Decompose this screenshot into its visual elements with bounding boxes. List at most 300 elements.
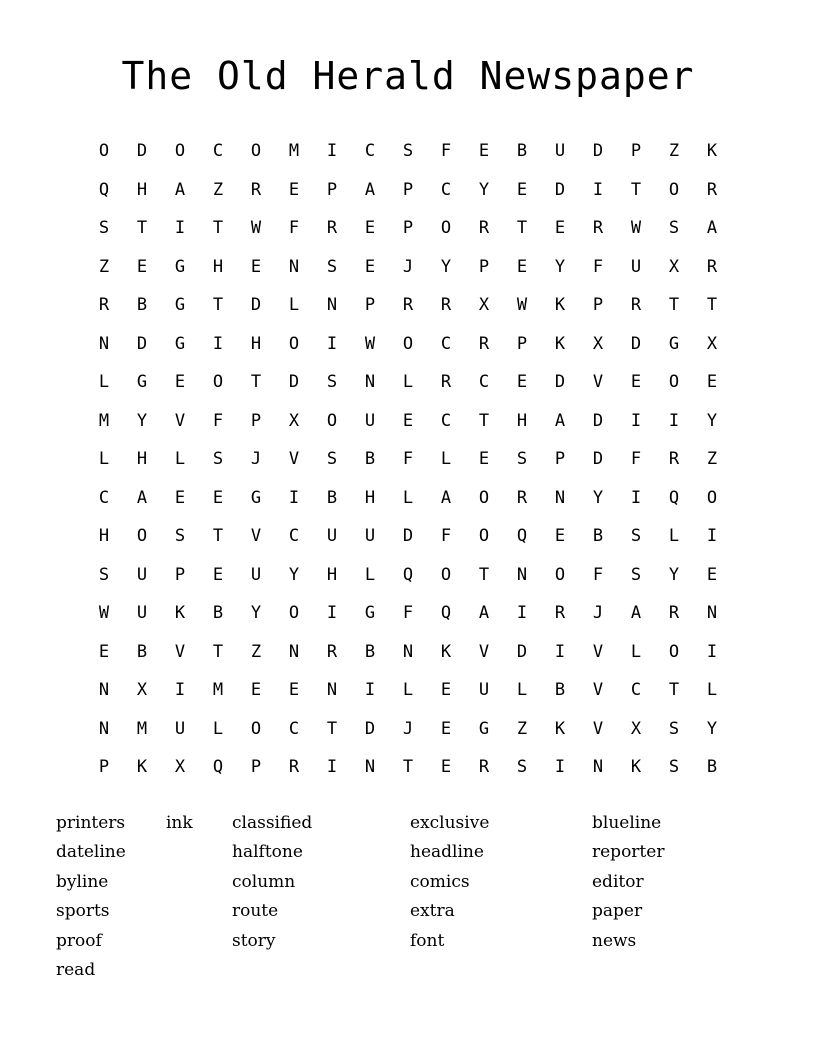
grid-cell[interactable]: W bbox=[364, 333, 376, 354]
grid-cell[interactable]: N bbox=[706, 603, 718, 623]
grid-cell[interactable]: F bbox=[212, 410, 224, 431]
grid-cell[interactable]: I bbox=[212, 333, 224, 354]
grid-cell[interactable]: N bbox=[326, 295, 338, 315]
word-list-item[interactable]: byline bbox=[56, 871, 109, 892]
grid-cell[interactable]: C bbox=[440, 333, 452, 354]
grid-cell[interactable]: V bbox=[592, 641, 604, 662]
grid-cell[interactable]: J bbox=[402, 718, 414, 739]
grid-cell[interactable]: Y bbox=[706, 718, 718, 739]
grid-cell[interactable]: U bbox=[326, 526, 338, 546]
grid-cell[interactable]: C bbox=[98, 487, 110, 508]
grid-cell[interactable]: J bbox=[592, 603, 604, 623]
grid-cell[interactable]: R bbox=[668, 449, 680, 469]
grid-cell[interactable]: U bbox=[554, 141, 566, 161]
grid-cell[interactable]: P bbox=[174, 564, 186, 585]
grid-cell[interactable]: F bbox=[592, 256, 604, 277]
grid-cell[interactable]: W bbox=[250, 218, 262, 238]
grid-cell[interactable]: R bbox=[478, 218, 490, 238]
grid-cell[interactable]: H bbox=[364, 487, 376, 508]
grid-cell[interactable]: Z bbox=[516, 718, 528, 739]
grid-cell[interactable]: D bbox=[592, 410, 604, 431]
grid-cell[interactable]: C bbox=[440, 179, 452, 200]
grid-cell[interactable]: V bbox=[250, 526, 262, 546]
grid-cell[interactable]: R bbox=[478, 757, 490, 777]
grid-cell[interactable]: T bbox=[212, 218, 224, 238]
word-list-item[interactable]: news bbox=[592, 930, 637, 951]
grid-cell[interactable]: I bbox=[592, 179, 604, 200]
grid-cell[interactable]: E bbox=[288, 179, 300, 200]
grid-cell[interactable]: S bbox=[326, 372, 338, 392]
grid-cell[interactable]: J bbox=[250, 449, 262, 469]
grid-cell[interactable]: P bbox=[364, 295, 376, 315]
grid-cell[interactable]: O bbox=[668, 372, 680, 392]
grid-cell[interactable]: F bbox=[402, 603, 414, 623]
grid-cell[interactable]: U bbox=[630, 256, 642, 277]
grid-cell[interactable]: T bbox=[250, 372, 262, 392]
grid-cell[interactable]: V bbox=[288, 449, 300, 469]
grid-cell[interactable]: Q bbox=[402, 564, 414, 585]
grid-cell[interactable]: P bbox=[98, 757, 110, 777]
grid-cell[interactable]: E bbox=[364, 256, 376, 277]
grid-cell[interactable]: H bbox=[212, 256, 224, 277]
grid-cell[interactable]: E bbox=[630, 372, 642, 392]
grid-cell[interactable]: H bbox=[516, 410, 528, 431]
grid-cell[interactable]: B bbox=[136, 295, 148, 315]
grid-cell[interactable]: E bbox=[364, 218, 376, 238]
grid-cell[interactable]: K bbox=[554, 295, 566, 315]
grid-cell[interactable]: A bbox=[136, 487, 148, 508]
grid-cell[interactable]: S bbox=[326, 256, 338, 277]
grid-cell[interactable]: V bbox=[174, 641, 186, 662]
grid-cell[interactable]: L bbox=[402, 487, 414, 508]
grid-cell[interactable]: V bbox=[174, 410, 186, 431]
grid-cell[interactable]: O bbox=[136, 526, 148, 546]
grid-cell[interactable]: S bbox=[516, 757, 528, 777]
grid-cell[interactable]: I bbox=[364, 680, 376, 700]
word-list-item[interactable]: dateline bbox=[56, 842, 126, 862]
grid-cell[interactable]: P bbox=[402, 218, 414, 238]
grid-cell[interactable]: Y bbox=[250, 603, 262, 623]
grid-cell[interactable]: Y bbox=[592, 487, 604, 508]
grid-cell[interactable]: E bbox=[554, 526, 566, 546]
grid-cell[interactable]: D bbox=[136, 333, 148, 354]
grid-cell[interactable]: F bbox=[592, 564, 604, 585]
grid-cell[interactable]: E bbox=[288, 680, 300, 700]
grid-cell[interactable]: N bbox=[592, 757, 604, 777]
grid-cell[interactable]: O bbox=[668, 641, 680, 662]
grid-cell[interactable]: T bbox=[478, 410, 490, 431]
grid-cell[interactable]: W bbox=[516, 295, 528, 315]
word-list-item[interactable]: classified bbox=[232, 812, 313, 833]
grid-cell[interactable]: D bbox=[592, 141, 604, 161]
grid-cell[interactable]: O bbox=[288, 333, 300, 354]
grid-cell[interactable]: N bbox=[326, 680, 338, 700]
grid-cell[interactable]: N bbox=[554, 487, 566, 508]
grid-cell[interactable]: K bbox=[174, 603, 186, 623]
word-list-item[interactable]: story bbox=[232, 930, 276, 951]
grid-cell[interactable]: L bbox=[98, 372, 110, 392]
grid-cell[interactable]: I bbox=[326, 603, 338, 623]
grid-cell[interactable]: M bbox=[98, 410, 110, 431]
grid-cell[interactable]: S bbox=[630, 564, 642, 585]
word-list-item[interactable]: font bbox=[410, 930, 445, 951]
grid-cell[interactable]: O bbox=[250, 141, 262, 161]
grid-cell[interactable]: Q bbox=[668, 487, 680, 508]
grid-cell[interactable]: N bbox=[288, 641, 300, 662]
grid-cell[interactable]: O bbox=[98, 141, 110, 161]
grid-cell[interactable]: R bbox=[288, 757, 300, 777]
grid-cell[interactable]: P bbox=[592, 295, 604, 315]
grid-cell[interactable]: Q bbox=[516, 526, 528, 546]
grid-cell[interactable]: T bbox=[516, 218, 528, 238]
grid-cell[interactable]: F bbox=[630, 449, 642, 469]
grid-cell[interactable]: H bbox=[136, 449, 148, 469]
grid-cell[interactable]: I bbox=[630, 487, 642, 508]
grid-cell[interactable]: E bbox=[440, 757, 452, 777]
grid-cell[interactable]: D bbox=[630, 333, 642, 354]
grid-cell[interactable]: O bbox=[326, 410, 338, 431]
grid-cell[interactable]: W bbox=[98, 603, 110, 623]
grid-cell[interactable]: K bbox=[136, 757, 148, 777]
grid-cell[interactable]: J bbox=[402, 256, 414, 277]
word-list-item[interactable]: headline bbox=[410, 842, 484, 862]
grid-cell[interactable]: D bbox=[516, 641, 528, 662]
grid-cell[interactable]: B bbox=[364, 641, 376, 662]
grid-cell[interactable]: S bbox=[212, 449, 224, 469]
grid-cell[interactable]: U bbox=[174, 718, 186, 739]
grid-cell[interactable]: L bbox=[402, 680, 414, 700]
grid-cell[interactable]: D bbox=[136, 141, 148, 161]
grid-cell[interactable]: E bbox=[478, 141, 490, 161]
grid-cell[interactable]: V bbox=[592, 718, 604, 739]
grid-cell[interactable]: C bbox=[288, 718, 300, 739]
grid-cell[interactable]: G bbox=[668, 333, 680, 354]
grid-cell[interactable]: G bbox=[478, 718, 490, 739]
grid-cell[interactable]: S bbox=[174, 526, 186, 546]
grid-cell[interactable]: I bbox=[554, 757, 566, 777]
grid-cell[interactable]: P bbox=[478, 256, 490, 277]
grid-cell[interactable]: N bbox=[98, 718, 110, 739]
grid-cell[interactable]: E bbox=[706, 564, 718, 585]
grid-cell[interactable]: B bbox=[516, 141, 528, 161]
grid-cell[interactable]: I bbox=[326, 141, 338, 161]
grid-cell[interactable]: Q bbox=[212, 757, 224, 777]
grid-cell[interactable]: G bbox=[250, 487, 262, 508]
grid-cell[interactable]: F bbox=[402, 449, 414, 469]
grid-cell[interactable]: B bbox=[212, 603, 224, 623]
grid-cell[interactable]: I bbox=[554, 641, 566, 662]
grid-cell[interactable]: X bbox=[668, 256, 680, 277]
grid-cell[interactable]: N bbox=[98, 333, 110, 354]
grid-cell[interactable]: E bbox=[174, 487, 186, 508]
grid-cell[interactable]: L bbox=[288, 295, 300, 315]
grid-cell[interactable]: C bbox=[440, 410, 452, 431]
grid-cell[interactable]: A bbox=[630, 603, 642, 623]
grid-cell[interactable]: B bbox=[706, 757, 718, 777]
grid-cell[interactable]: D bbox=[554, 372, 566, 392]
grid-cell[interactable]: B bbox=[554, 680, 566, 700]
grid-cell[interactable]: F bbox=[288, 218, 300, 238]
grid-cell[interactable]: S bbox=[326, 449, 338, 469]
grid-cell[interactable]: G bbox=[364, 603, 376, 623]
grid-cell[interactable]: K bbox=[440, 641, 452, 662]
grid-cell[interactable]: E bbox=[516, 372, 528, 392]
grid-cell[interactable]: T bbox=[478, 564, 490, 585]
grid-cell[interactable]: E bbox=[516, 179, 528, 200]
grid-cell[interactable]: K bbox=[554, 333, 566, 354]
grid-cell[interactable]: C bbox=[212, 141, 224, 161]
grid-cell[interactable]: Y bbox=[136, 410, 148, 431]
grid-cell[interactable]: V bbox=[478, 641, 490, 662]
grid-cell[interactable]: E bbox=[402, 410, 414, 431]
grid-cell[interactable]: R bbox=[554, 603, 566, 623]
grid-cell[interactable]: L bbox=[706, 680, 718, 700]
grid-cell[interactable]: D bbox=[554, 179, 566, 200]
grid-cell[interactable]: E bbox=[554, 218, 566, 238]
grid-cell[interactable]: O bbox=[554, 564, 566, 585]
grid-cell[interactable]: I bbox=[174, 680, 186, 700]
grid-cell[interactable]: T bbox=[706, 295, 718, 315]
word-list-item[interactable]: read bbox=[56, 960, 96, 980]
grid-cell[interactable]: T bbox=[402, 757, 414, 777]
grid-cell[interactable]: U bbox=[478, 680, 490, 700]
grid-cell[interactable]: O bbox=[668, 179, 680, 200]
grid-cell[interactable]: N bbox=[402, 641, 414, 662]
grid-cell[interactable]: R bbox=[440, 372, 452, 392]
grid-cell[interactable]: H bbox=[250, 333, 262, 354]
grid-cell[interactable]: S bbox=[516, 449, 528, 469]
word-list-item[interactable]: exclusive bbox=[410, 812, 490, 833]
grid-cell[interactable]: T bbox=[668, 295, 680, 315]
grid-cell[interactable]: T bbox=[668, 680, 680, 700]
grid-cell[interactable]: S bbox=[630, 526, 642, 546]
grid-cell[interactable]: R bbox=[668, 603, 680, 623]
grid-cell[interactable]: R bbox=[440, 295, 452, 315]
grid-cell[interactable]: G bbox=[136, 372, 148, 392]
grid-cell[interactable]: I bbox=[630, 410, 642, 431]
word-list-item[interactable]: reporter bbox=[592, 842, 665, 862]
grid-cell[interactable]: Z bbox=[250, 641, 262, 662]
grid-cell[interactable]: P bbox=[554, 449, 566, 469]
grid-cell[interactable]: R bbox=[250, 179, 262, 200]
grid-cell[interactable]: O bbox=[478, 487, 490, 508]
grid-cell[interactable]: M bbox=[288, 141, 300, 161]
grid-cell[interactable]: R bbox=[326, 218, 338, 238]
grid-cell[interactable]: T bbox=[212, 526, 224, 546]
grid-cell[interactable]: R bbox=[592, 218, 604, 238]
grid-cell[interactable]: M bbox=[136, 718, 148, 739]
grid-cell[interactable]: A bbox=[478, 603, 490, 623]
word-list-item[interactable]: extra bbox=[410, 901, 455, 921]
grid-cell[interactable]: K bbox=[630, 757, 642, 777]
grid-cell[interactable]: Q bbox=[440, 603, 452, 623]
grid-cell[interactable]: Y bbox=[706, 410, 718, 431]
word-list-item[interactable]: sports bbox=[56, 901, 110, 921]
grid-cell[interactable]: L bbox=[668, 526, 680, 546]
grid-cell[interactable]: Z bbox=[706, 449, 718, 469]
grid-cell[interactable]: V bbox=[592, 372, 604, 392]
grid-cell[interactable]: S bbox=[98, 564, 110, 585]
grid-cell[interactable]: P bbox=[630, 141, 642, 161]
grid-cell[interactable]: B bbox=[136, 641, 148, 662]
grid-cell[interactable]: E bbox=[440, 718, 452, 739]
grid-cell[interactable]: H bbox=[136, 179, 148, 200]
grid-cell[interactable]: X bbox=[706, 333, 718, 354]
grid-cell[interactable]: L bbox=[364, 564, 376, 585]
grid-cell[interactable]: R bbox=[706, 256, 718, 277]
grid-cell[interactable]: R bbox=[98, 295, 110, 315]
grid-cell[interactable]: I bbox=[326, 757, 338, 777]
grid-cell[interactable]: A bbox=[706, 218, 718, 238]
grid-cell[interactable]: Y bbox=[478, 179, 490, 200]
word-list-item[interactable]: editor bbox=[592, 871, 644, 892]
grid-cell[interactable]: Y bbox=[554, 256, 566, 277]
grid-cell[interactable]: U bbox=[250, 564, 262, 585]
grid-cell[interactable]: I bbox=[668, 410, 680, 431]
grid-cell[interactable]: O bbox=[250, 718, 262, 739]
grid-cell[interactable]: A bbox=[364, 179, 376, 200]
grid-cell[interactable]: U bbox=[364, 526, 376, 546]
grid-cell[interactable]: E bbox=[212, 564, 224, 585]
grid-cell[interactable]: Y bbox=[668, 564, 680, 585]
grid-cell[interactable]: U bbox=[136, 603, 148, 623]
grid-cell[interactable]: E bbox=[440, 680, 452, 700]
grid-cell[interactable]: T bbox=[630, 179, 642, 200]
grid-cell[interactable]: T bbox=[136, 218, 148, 238]
grid-cell[interactable]: C bbox=[478, 372, 490, 392]
grid-cell[interactable]: P bbox=[402, 179, 414, 200]
grid-cell[interactable]: S bbox=[668, 757, 680, 777]
grid-cell[interactable]: G bbox=[174, 295, 186, 315]
grid-cell[interactable]: P bbox=[326, 179, 338, 200]
grid-cell[interactable]: B bbox=[326, 487, 338, 508]
grid-cell[interactable]: E bbox=[250, 256, 262, 277]
grid-cell[interactable]: L bbox=[516, 680, 528, 700]
grid-cell[interactable]: K bbox=[706, 141, 718, 161]
grid-cell[interactable]: O bbox=[706, 487, 718, 508]
grid-cell[interactable]: A bbox=[174, 179, 186, 200]
grid-cell[interactable]: R bbox=[402, 295, 414, 315]
grid-cell[interactable]: F bbox=[440, 141, 452, 161]
grid-cell[interactable]: E bbox=[706, 372, 718, 392]
grid-cell[interactable]: R bbox=[706, 179, 718, 200]
grid-cell[interactable]: O bbox=[174, 141, 186, 161]
grid-cell[interactable]: X bbox=[174, 757, 186, 777]
grid-cell[interactable]: T bbox=[212, 295, 224, 315]
grid-cell[interactable]: E bbox=[212, 487, 224, 508]
grid-cell[interactable]: U bbox=[136, 564, 148, 585]
grid-cell[interactable]: E bbox=[516, 256, 528, 277]
grid-cell[interactable]: G bbox=[174, 333, 186, 354]
grid-cell[interactable]: O bbox=[440, 218, 452, 238]
grid-cell[interactable]: X bbox=[288, 410, 300, 431]
grid-cell[interactable]: Q bbox=[98, 179, 110, 200]
grid-cell[interactable]: N bbox=[364, 757, 376, 777]
grid-cell[interactable]: E bbox=[250, 680, 262, 700]
grid-cell[interactable]: A bbox=[440, 487, 452, 508]
grid-cell[interactable]: P bbox=[250, 757, 262, 777]
grid-cell[interactable]: B bbox=[364, 449, 376, 469]
grid-cell[interactable]: I bbox=[516, 603, 528, 623]
grid-cell[interactable]: X bbox=[136, 680, 148, 700]
grid-cell[interactable]: R bbox=[630, 295, 642, 315]
grid-cell[interactable]: H bbox=[98, 526, 110, 546]
grid-cell[interactable]: D bbox=[402, 526, 414, 546]
grid-cell[interactable]: L bbox=[212, 718, 224, 739]
grid-cell[interactable]: X bbox=[592, 333, 604, 354]
grid-cell[interactable]: O bbox=[440, 564, 452, 585]
grid-cell[interactable]: E bbox=[174, 372, 186, 392]
grid-cell[interactable]: N bbox=[288, 256, 300, 277]
grid-cell[interactable]: Z bbox=[668, 141, 680, 161]
grid-cell[interactable]: N bbox=[98, 680, 110, 700]
word-list-item[interactable]: column bbox=[232, 871, 296, 892]
grid-cell[interactable]: L bbox=[98, 449, 110, 469]
word-list-item[interactable]: halftone bbox=[232, 842, 303, 862]
grid-cell[interactable]: D bbox=[288, 372, 300, 392]
grid-cell[interactable]: N bbox=[364, 372, 376, 392]
grid-cell[interactable]: X bbox=[630, 718, 642, 739]
grid-cell[interactable]: R bbox=[478, 333, 490, 354]
grid-cell[interactable]: O bbox=[288, 603, 300, 623]
grid-cell[interactable]: C bbox=[364, 141, 376, 161]
grid-cell[interactable]: S bbox=[668, 718, 680, 739]
grid-cell[interactable]: U bbox=[364, 410, 376, 431]
grid-cell[interactable]: D bbox=[592, 449, 604, 469]
word-list-item[interactable]: printers bbox=[56, 812, 126, 833]
grid-cell[interactable]: O bbox=[402, 333, 414, 354]
grid-cell[interactable]: V bbox=[592, 680, 604, 700]
grid-cell[interactable]: Y bbox=[288, 564, 300, 585]
grid-cell[interactable]: Y bbox=[440, 256, 452, 277]
grid-cell[interactable]: I bbox=[326, 333, 338, 354]
grid-cell[interactable]: C bbox=[288, 526, 300, 546]
grid-cell[interactable]: O bbox=[212, 372, 224, 392]
grid-cell[interactable]: E bbox=[98, 641, 110, 662]
grid-cell[interactable]: S bbox=[402, 141, 414, 161]
grid-cell[interactable]: C bbox=[630, 680, 642, 700]
word-list-item[interactable]: blueline bbox=[592, 812, 662, 833]
grid-cell[interactable]: X bbox=[478, 295, 490, 315]
grid-cell[interactable]: O bbox=[478, 526, 490, 546]
grid-cell[interactable]: D bbox=[250, 295, 262, 315]
word-list-item[interactable]: proof bbox=[56, 930, 102, 951]
word-list-item[interactable]: route bbox=[232, 901, 279, 921]
grid-cell[interactable]: E bbox=[136, 256, 148, 277]
grid-cell[interactable]: R bbox=[516, 487, 528, 508]
grid-cell[interactable]: W bbox=[630, 218, 642, 238]
grid-cell[interactable]: S bbox=[98, 218, 110, 238]
grid-cell[interactable]: R bbox=[326, 641, 338, 662]
grid-cell[interactable]: Z bbox=[98, 256, 110, 277]
word-list-item[interactable]: comics bbox=[410, 871, 470, 892]
grid-cell[interactable]: K bbox=[554, 718, 566, 739]
grid-cell[interactable]: A bbox=[554, 410, 566, 431]
grid-cell[interactable]: T bbox=[326, 718, 338, 739]
grid-cell[interactable]: N bbox=[516, 564, 528, 585]
grid-cell[interactable]: L bbox=[402, 372, 414, 392]
grid-cell[interactable]: Z bbox=[212, 179, 224, 200]
grid-cell[interactable]: L bbox=[174, 449, 186, 469]
grid-cell[interactable]: I bbox=[174, 218, 186, 238]
grid-cell[interactable]: B bbox=[592, 526, 604, 546]
grid-cell[interactable]: L bbox=[630, 641, 642, 662]
word-list-item[interactable]: ink bbox=[166, 812, 193, 833]
grid-cell[interactable]: I bbox=[706, 641, 718, 662]
grid-cell[interactable]: D bbox=[364, 718, 376, 739]
word-list-item[interactable]: paper bbox=[592, 901, 643, 921]
grid-cell[interactable]: G bbox=[174, 256, 186, 277]
